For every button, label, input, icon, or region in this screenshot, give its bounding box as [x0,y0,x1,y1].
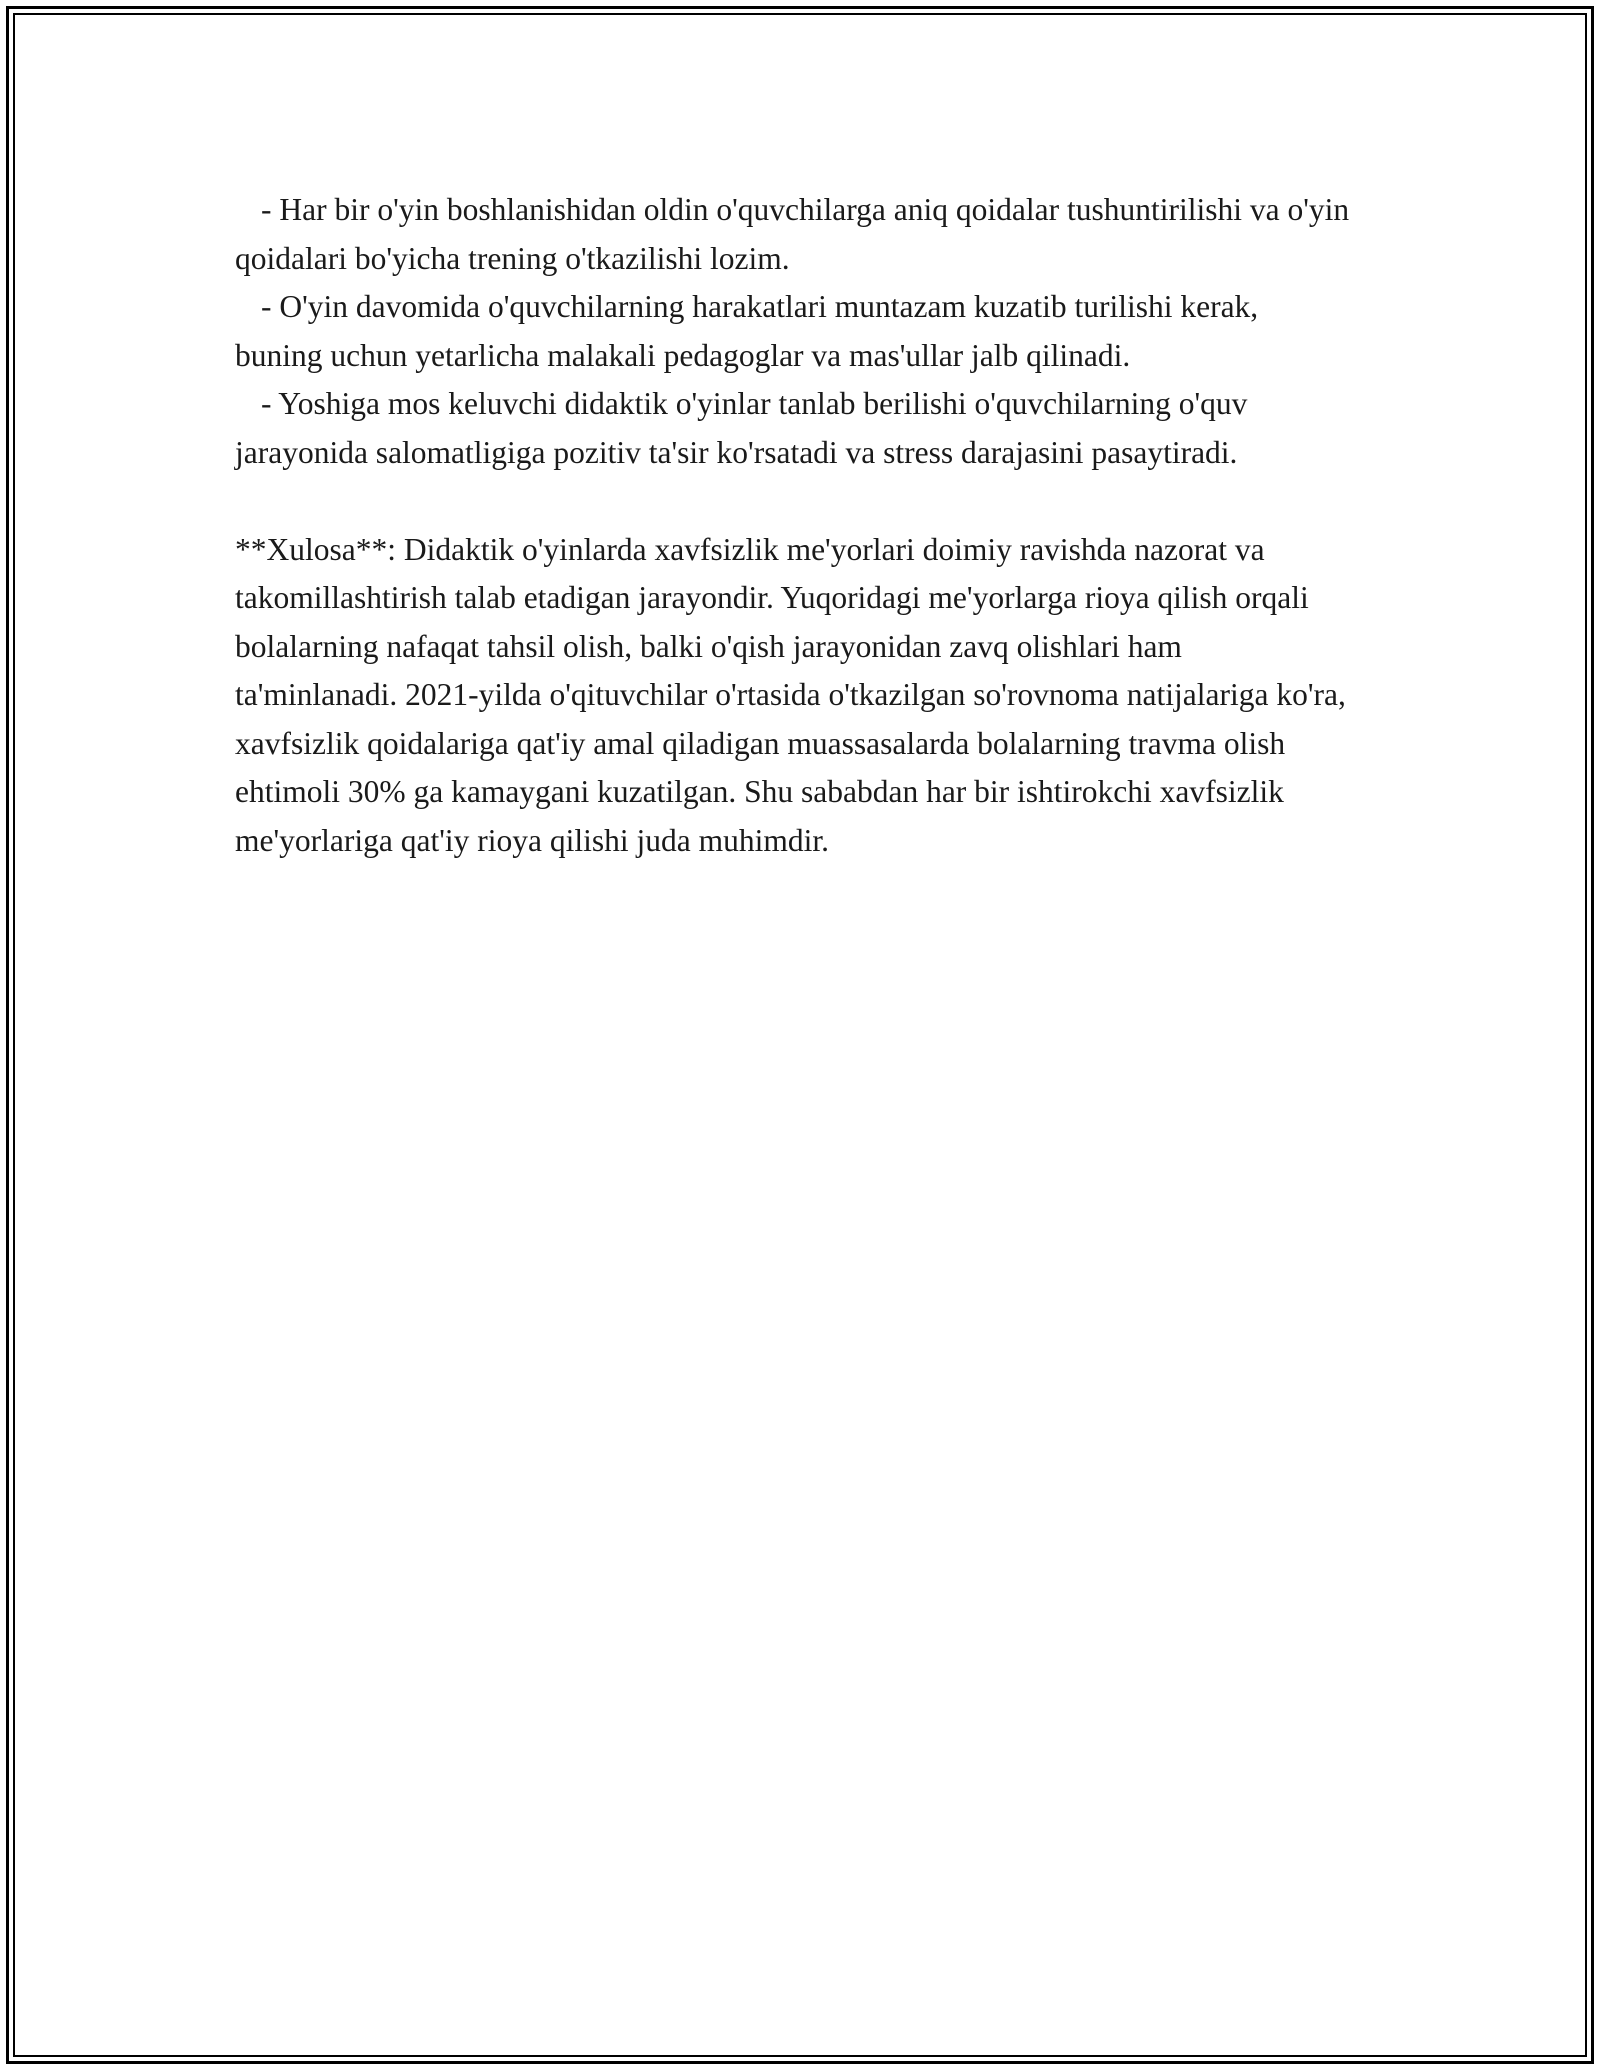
paragraph-spacer [235,477,1350,526]
document-body [235,186,1358,865]
bullet-paragraph: - Yoshiga mos keluvchi didaktik o'yinlar tanlab berilishi o'quvchilarning o'quv jarayonida salomatligiga pozitiv ta'sir ko'rsatadi va stress darajasini pasaytiradi. [235,386,1256,470]
conclusion-paragraph: **Xulosa**: Didaktik o'yinlarda xavfsizlik me'yorlari doimiy ravishda nazorat va takomillashtirish talab etadigan jarayondir. Yuqoridagi me'yorlarga rioya qilish orqali bolalarning nafaqat tahsil olish, balki o'qish jarayonidan zavq olishlari ham ta'minlanadi. 2021-yilda o'qituvchilar o'rtasida o'tkazilgan so'rovnoma natijalariga ko'ra, xavfsizlik qoidalariga qat'iy amal qiladigan muassasalarda bolalarning travma olish ehtimoli 30% ga kamaygani kuzatilgan. Shu sababdan har bir ishtirokchi xavfsizlik me'yorlariga qat'iy rioya qilishi juda muhimdir. [235,531,1354,858]
bullet-paragraph: - Har bir o'yin boshlanishidan oldin o'quvchilarga aniq qoidalar tushuntirilishi va o'yin qoidalari bo'yicha trening o'tkazilishi lozim. [235,192,1358,276]
bullet-paragraph: - O'yin davomida o'quvchilarning harakatlari muntazam kuzatib turilishi kerak, buning uchun yetarlicha malakali pedagoglar va mas'ullar jalb qilinadi. [235,289,1267,373]
